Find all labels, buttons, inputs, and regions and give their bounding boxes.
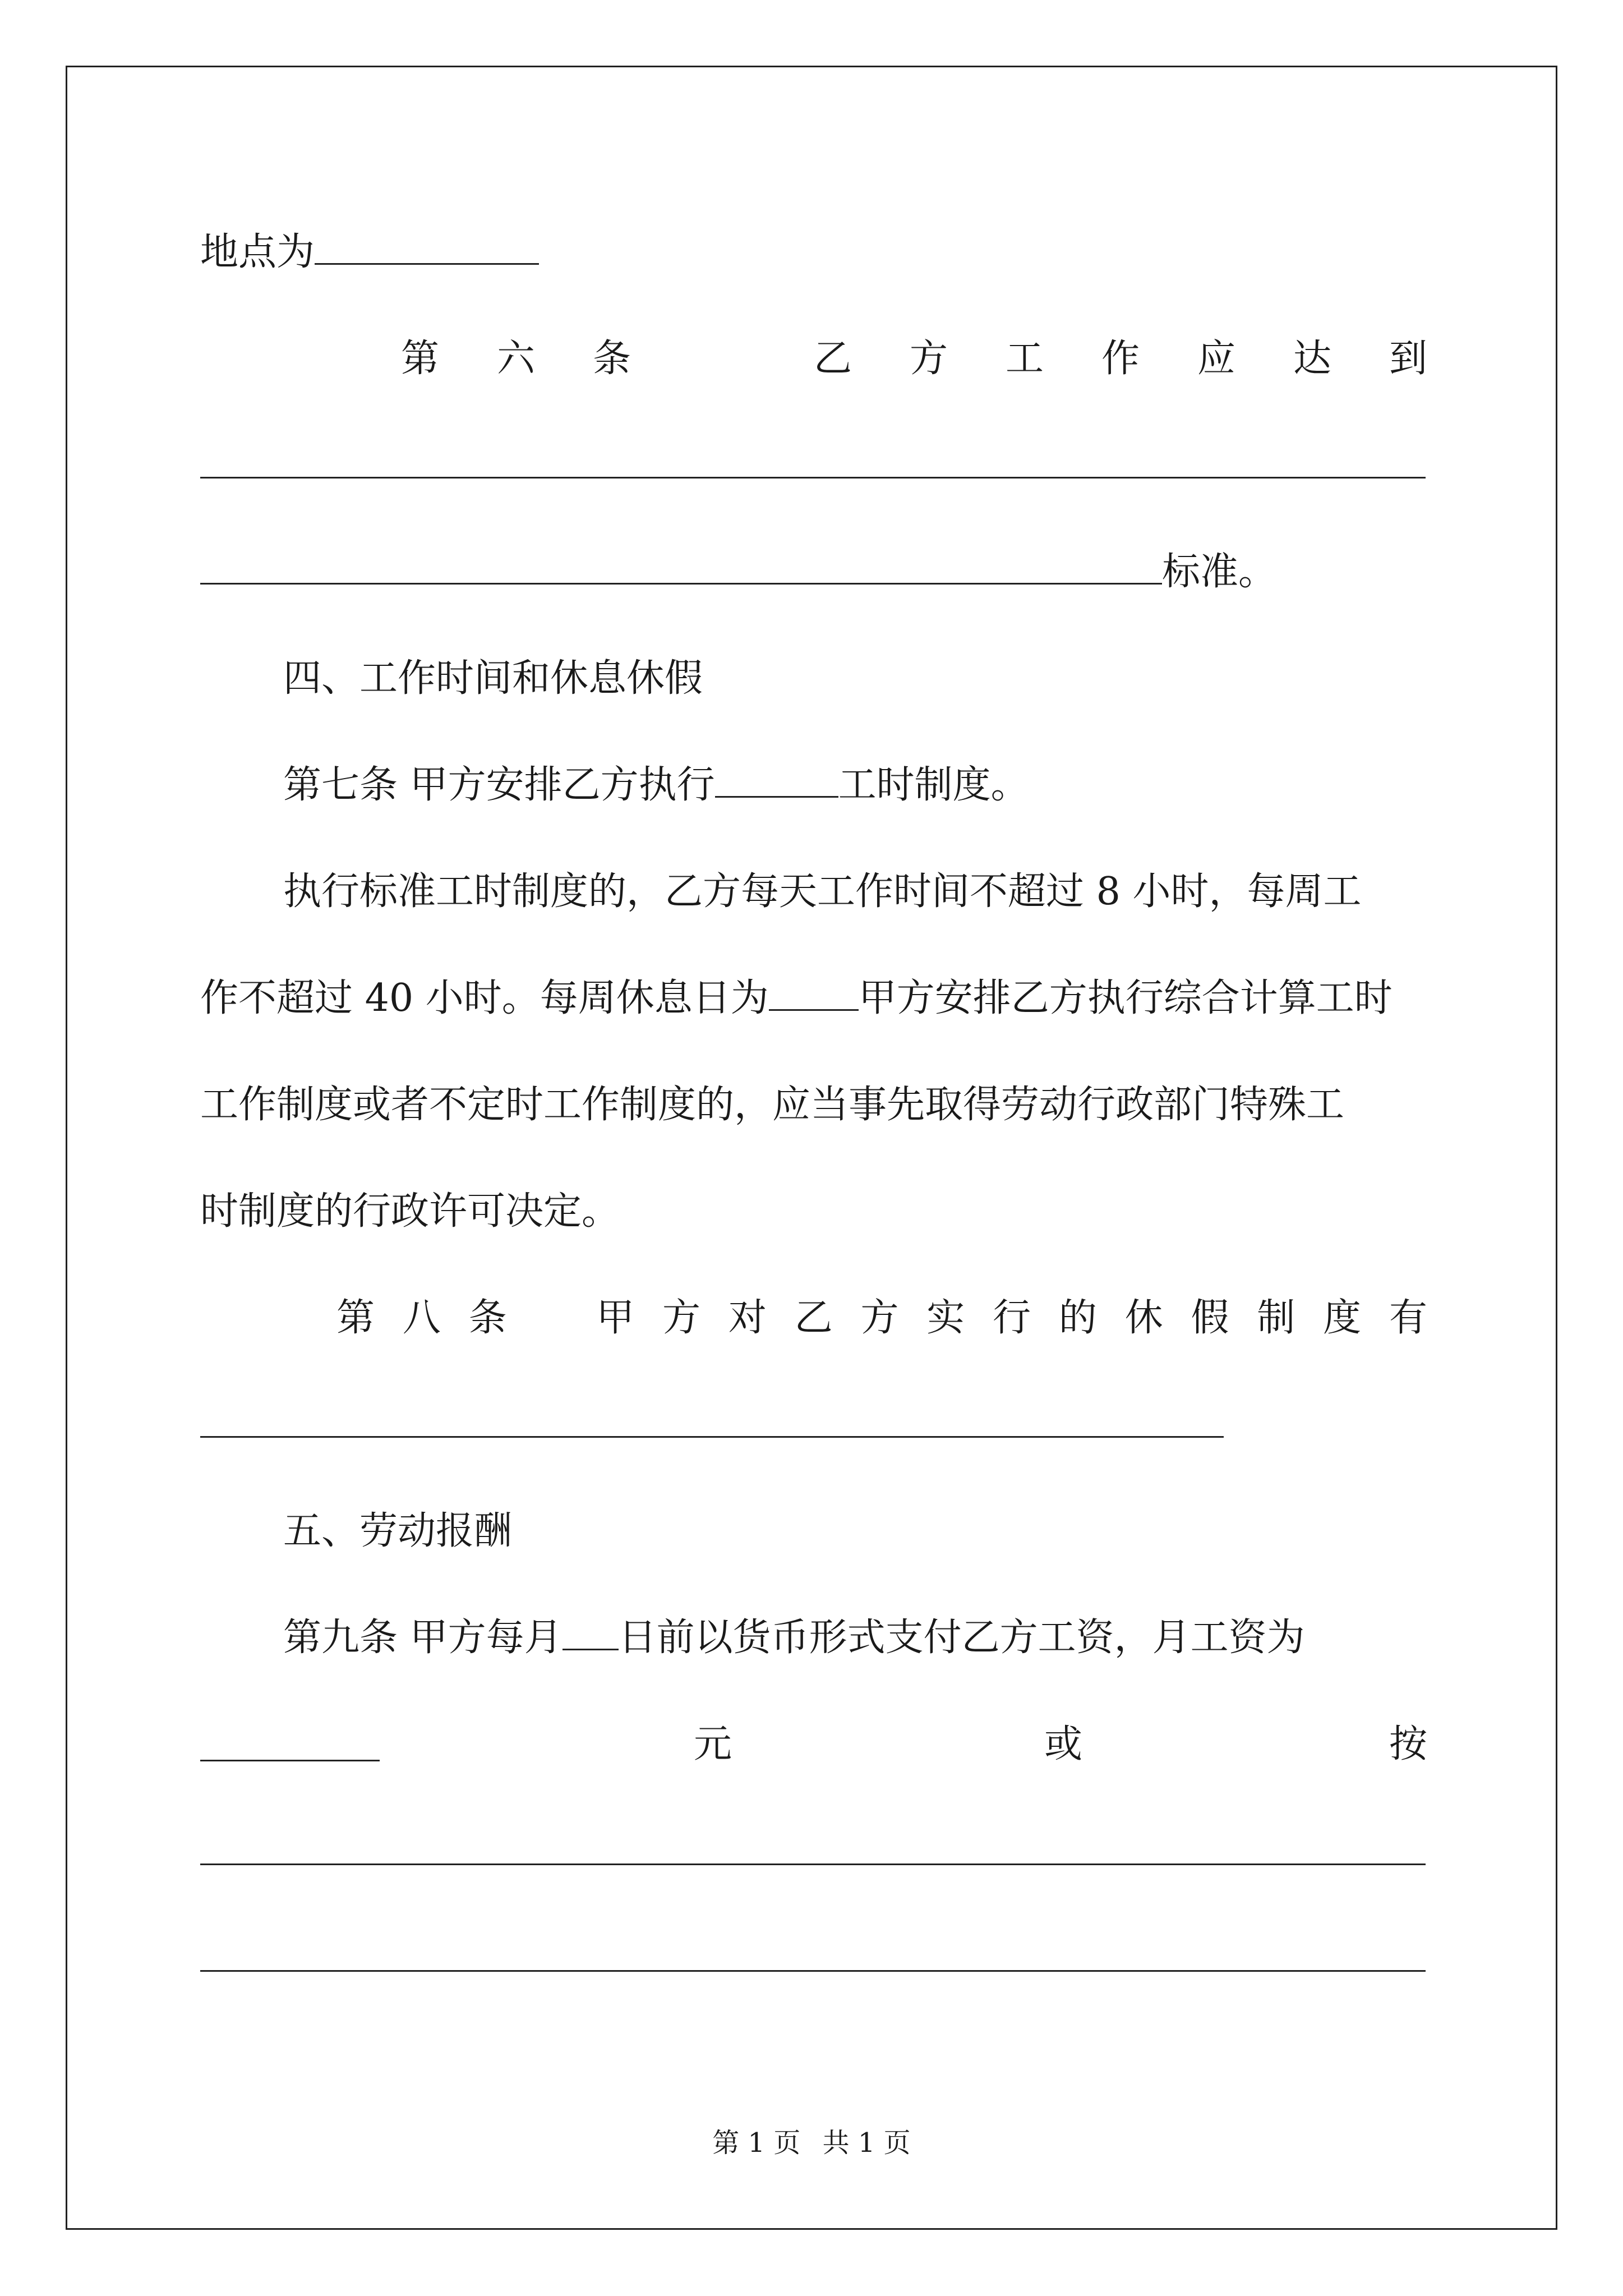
art7-text-end: 工时制度。 xyxy=(838,763,1029,807)
blank-line xyxy=(200,477,1426,478)
p2-text: 作不超过 40 小时。每周休息日为 xyxy=(200,976,769,1020)
pay-day-blank xyxy=(562,1615,619,1650)
art8-char: 方 xyxy=(662,1296,701,1340)
standard-blank xyxy=(200,549,1162,585)
art8-char: 行 xyxy=(993,1296,1031,1340)
art8-char: 制 xyxy=(1257,1296,1295,1340)
work-hours-blank xyxy=(715,762,838,798)
art8-char: 实 xyxy=(926,1296,965,1340)
line-location xyxy=(200,227,539,278)
art8-char: 的 xyxy=(1058,1296,1097,1340)
wage-line xyxy=(200,1719,1427,1770)
art8-char: 对 xyxy=(728,1296,767,1340)
art6-char: 工 xyxy=(1005,337,1044,381)
art6-char: 条 xyxy=(593,337,631,381)
paragraph-line: 工作制度或者不定时工作制度的，应当事先取得劳动行政部门特殊工 xyxy=(200,1083,1345,1127)
section-4-heading: 四、工作时间和休息休假 xyxy=(283,656,703,701)
wage-blank xyxy=(200,1726,380,1761)
art8-char: 第 xyxy=(336,1296,375,1340)
art9-text: 第九条 甲方每月 xyxy=(283,1616,562,1660)
art6-char: 作 xyxy=(1101,337,1140,381)
rest-day-blank xyxy=(769,976,859,1011)
art8-char: 甲 xyxy=(596,1296,635,1340)
by-label: 按 xyxy=(1389,1722,1428,1766)
art8-char: 有 xyxy=(1389,1296,1427,1340)
art6-char: 达 xyxy=(1293,337,1331,381)
paragraph-line: 执行标准工时制度的，乙方每天工作时间不超过 8 小时，每周工 xyxy=(283,869,1362,914)
article-8-line xyxy=(336,1293,1427,1343)
paragraph-line: 时制度的行政许可决定。 xyxy=(200,1189,620,1234)
art9-text-end: 日前以货币形式支付乙方工资，月工资为 xyxy=(618,1616,1305,1660)
article-6-line xyxy=(401,334,1427,384)
section-5-heading: 五、劳动报酬 xyxy=(283,1509,513,1553)
article-9 xyxy=(283,1613,1305,1663)
art8-char: 乙 xyxy=(794,1296,833,1340)
article-7 xyxy=(283,760,1029,811)
art8-char: 条 xyxy=(468,1296,507,1340)
article-6-end xyxy=(200,547,1276,597)
art8-char: 八 xyxy=(402,1296,441,1340)
location-label: 地点为 xyxy=(200,230,315,274)
page-number: 第 1 页 xyxy=(712,2127,801,2159)
art8-char: 假 xyxy=(1191,1296,1229,1340)
art6-char: 第 xyxy=(401,337,440,381)
or-label: 或 xyxy=(1044,1722,1083,1766)
p2-text-end: 甲方安排乙方执行综合计算工时 xyxy=(858,976,1393,1020)
art6-char: 六 xyxy=(497,337,536,381)
blank-line xyxy=(200,1436,1224,1438)
blank-line xyxy=(200,1864,1426,1865)
art6-char: 方 xyxy=(909,337,948,381)
location-blank xyxy=(315,229,539,265)
art8-char: 度 xyxy=(1323,1296,1362,1340)
page-border xyxy=(66,66,1557,2230)
page-footer xyxy=(0,2126,1623,2160)
art6-char: 应 xyxy=(1197,337,1235,381)
paragraph-line xyxy=(200,973,1393,1024)
art6-char: 到 xyxy=(1389,337,1427,381)
yuan-label: 元 xyxy=(694,1722,732,1766)
blank-line xyxy=(200,1970,1426,1972)
art8-char: 方 xyxy=(860,1296,899,1340)
standard-label: 标准。 xyxy=(1162,550,1277,594)
art8-char: 休 xyxy=(1124,1296,1163,1340)
art6-char: 乙 xyxy=(813,337,852,381)
art7-text: 第七条 甲方安排乙方执行 xyxy=(283,763,715,807)
total-pages: 共 1 页 xyxy=(822,2127,911,2159)
